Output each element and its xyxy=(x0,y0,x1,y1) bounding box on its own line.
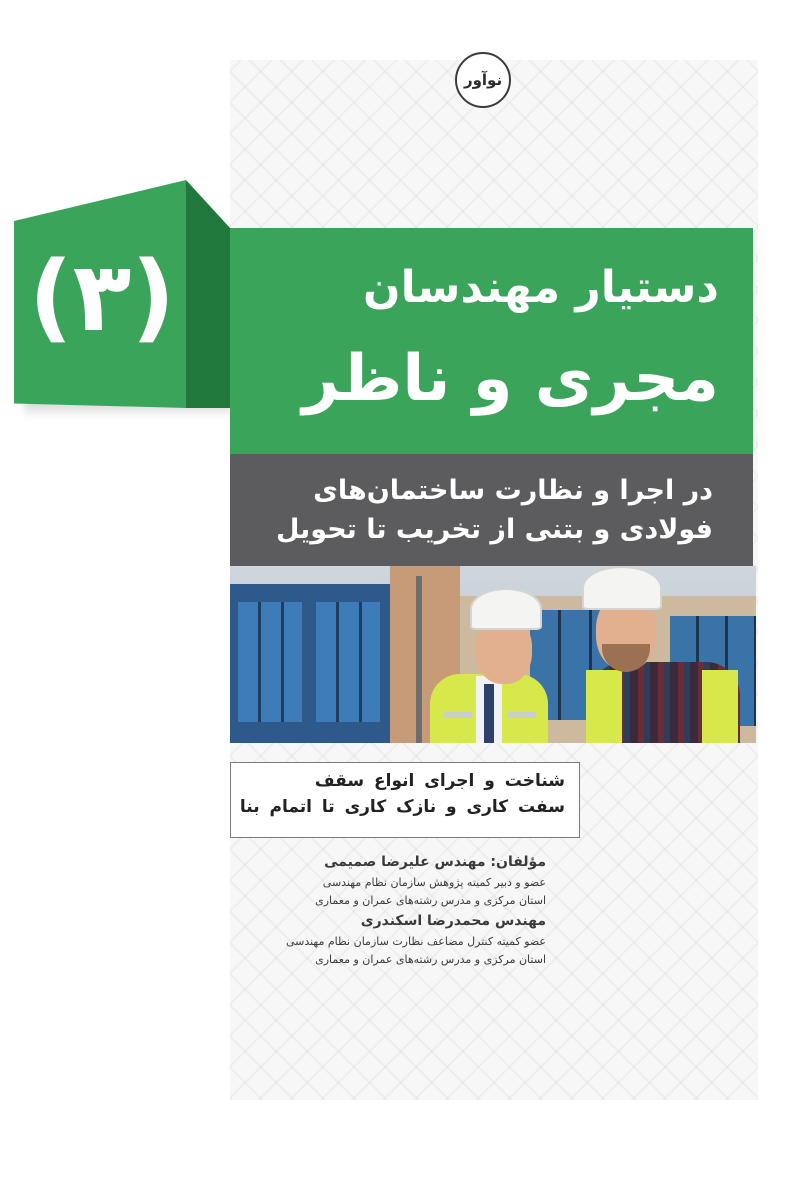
safety-vest xyxy=(702,670,738,743)
hard-hat xyxy=(582,566,662,610)
publisher-logo xyxy=(455,52,511,108)
subtitle-line-2: فولادی و بتنی از تخریب تا تحویل xyxy=(276,514,713,545)
reflective-stripe xyxy=(444,712,472,718)
tagline-line-1: شناخت و اجرای انواع سقف xyxy=(314,771,565,791)
publisher-logo-text: نوآور xyxy=(463,71,503,89)
volume-ribbon-fold xyxy=(186,180,232,408)
window-panel xyxy=(238,602,302,722)
author-1-name: مؤلفان: مهندس علیرضا صمیمی xyxy=(324,854,546,870)
volume-number: (٣) xyxy=(28,241,176,353)
book-title-line-2: مجری و ناظر xyxy=(302,342,719,416)
subtitle-band xyxy=(230,454,753,566)
reflective-stripe xyxy=(508,712,536,718)
author-2-desc-line-2: استان مرکزی و مدرس رشته‌های عمران و معماری xyxy=(315,953,546,967)
author-1-desc-line-1: عضو و دبیر کمیته پژوهش سازمان نظام مهندسی xyxy=(322,875,546,889)
tie xyxy=(484,684,494,743)
book-title-line-1: دستیار مهندسان xyxy=(363,262,719,313)
subtitle-line-1: در اجرا و نظارت ساختمان‌های xyxy=(313,474,713,506)
author-1-desc-line-2: استان مرکزی و مدرس رشته‌های عمران و معماری xyxy=(315,894,546,908)
engineers-photo xyxy=(230,566,756,743)
authors-block xyxy=(230,852,546,970)
tagline-box xyxy=(230,762,580,838)
hard-hat xyxy=(470,588,542,630)
title-band xyxy=(230,228,753,454)
author-2-name: مهندس محمدرضا اسکندری xyxy=(360,913,546,930)
window-panel xyxy=(316,602,380,722)
author-2-desc-line-1: عضو کمیته کنترل مضاعف نظارت سازمان نظام مهندسی xyxy=(285,934,546,948)
lamp-post xyxy=(416,576,422,743)
safety-vest xyxy=(586,670,622,743)
tagline-line-2: سفت کاری و نازک کاری تا اتمام بنا xyxy=(239,796,565,817)
